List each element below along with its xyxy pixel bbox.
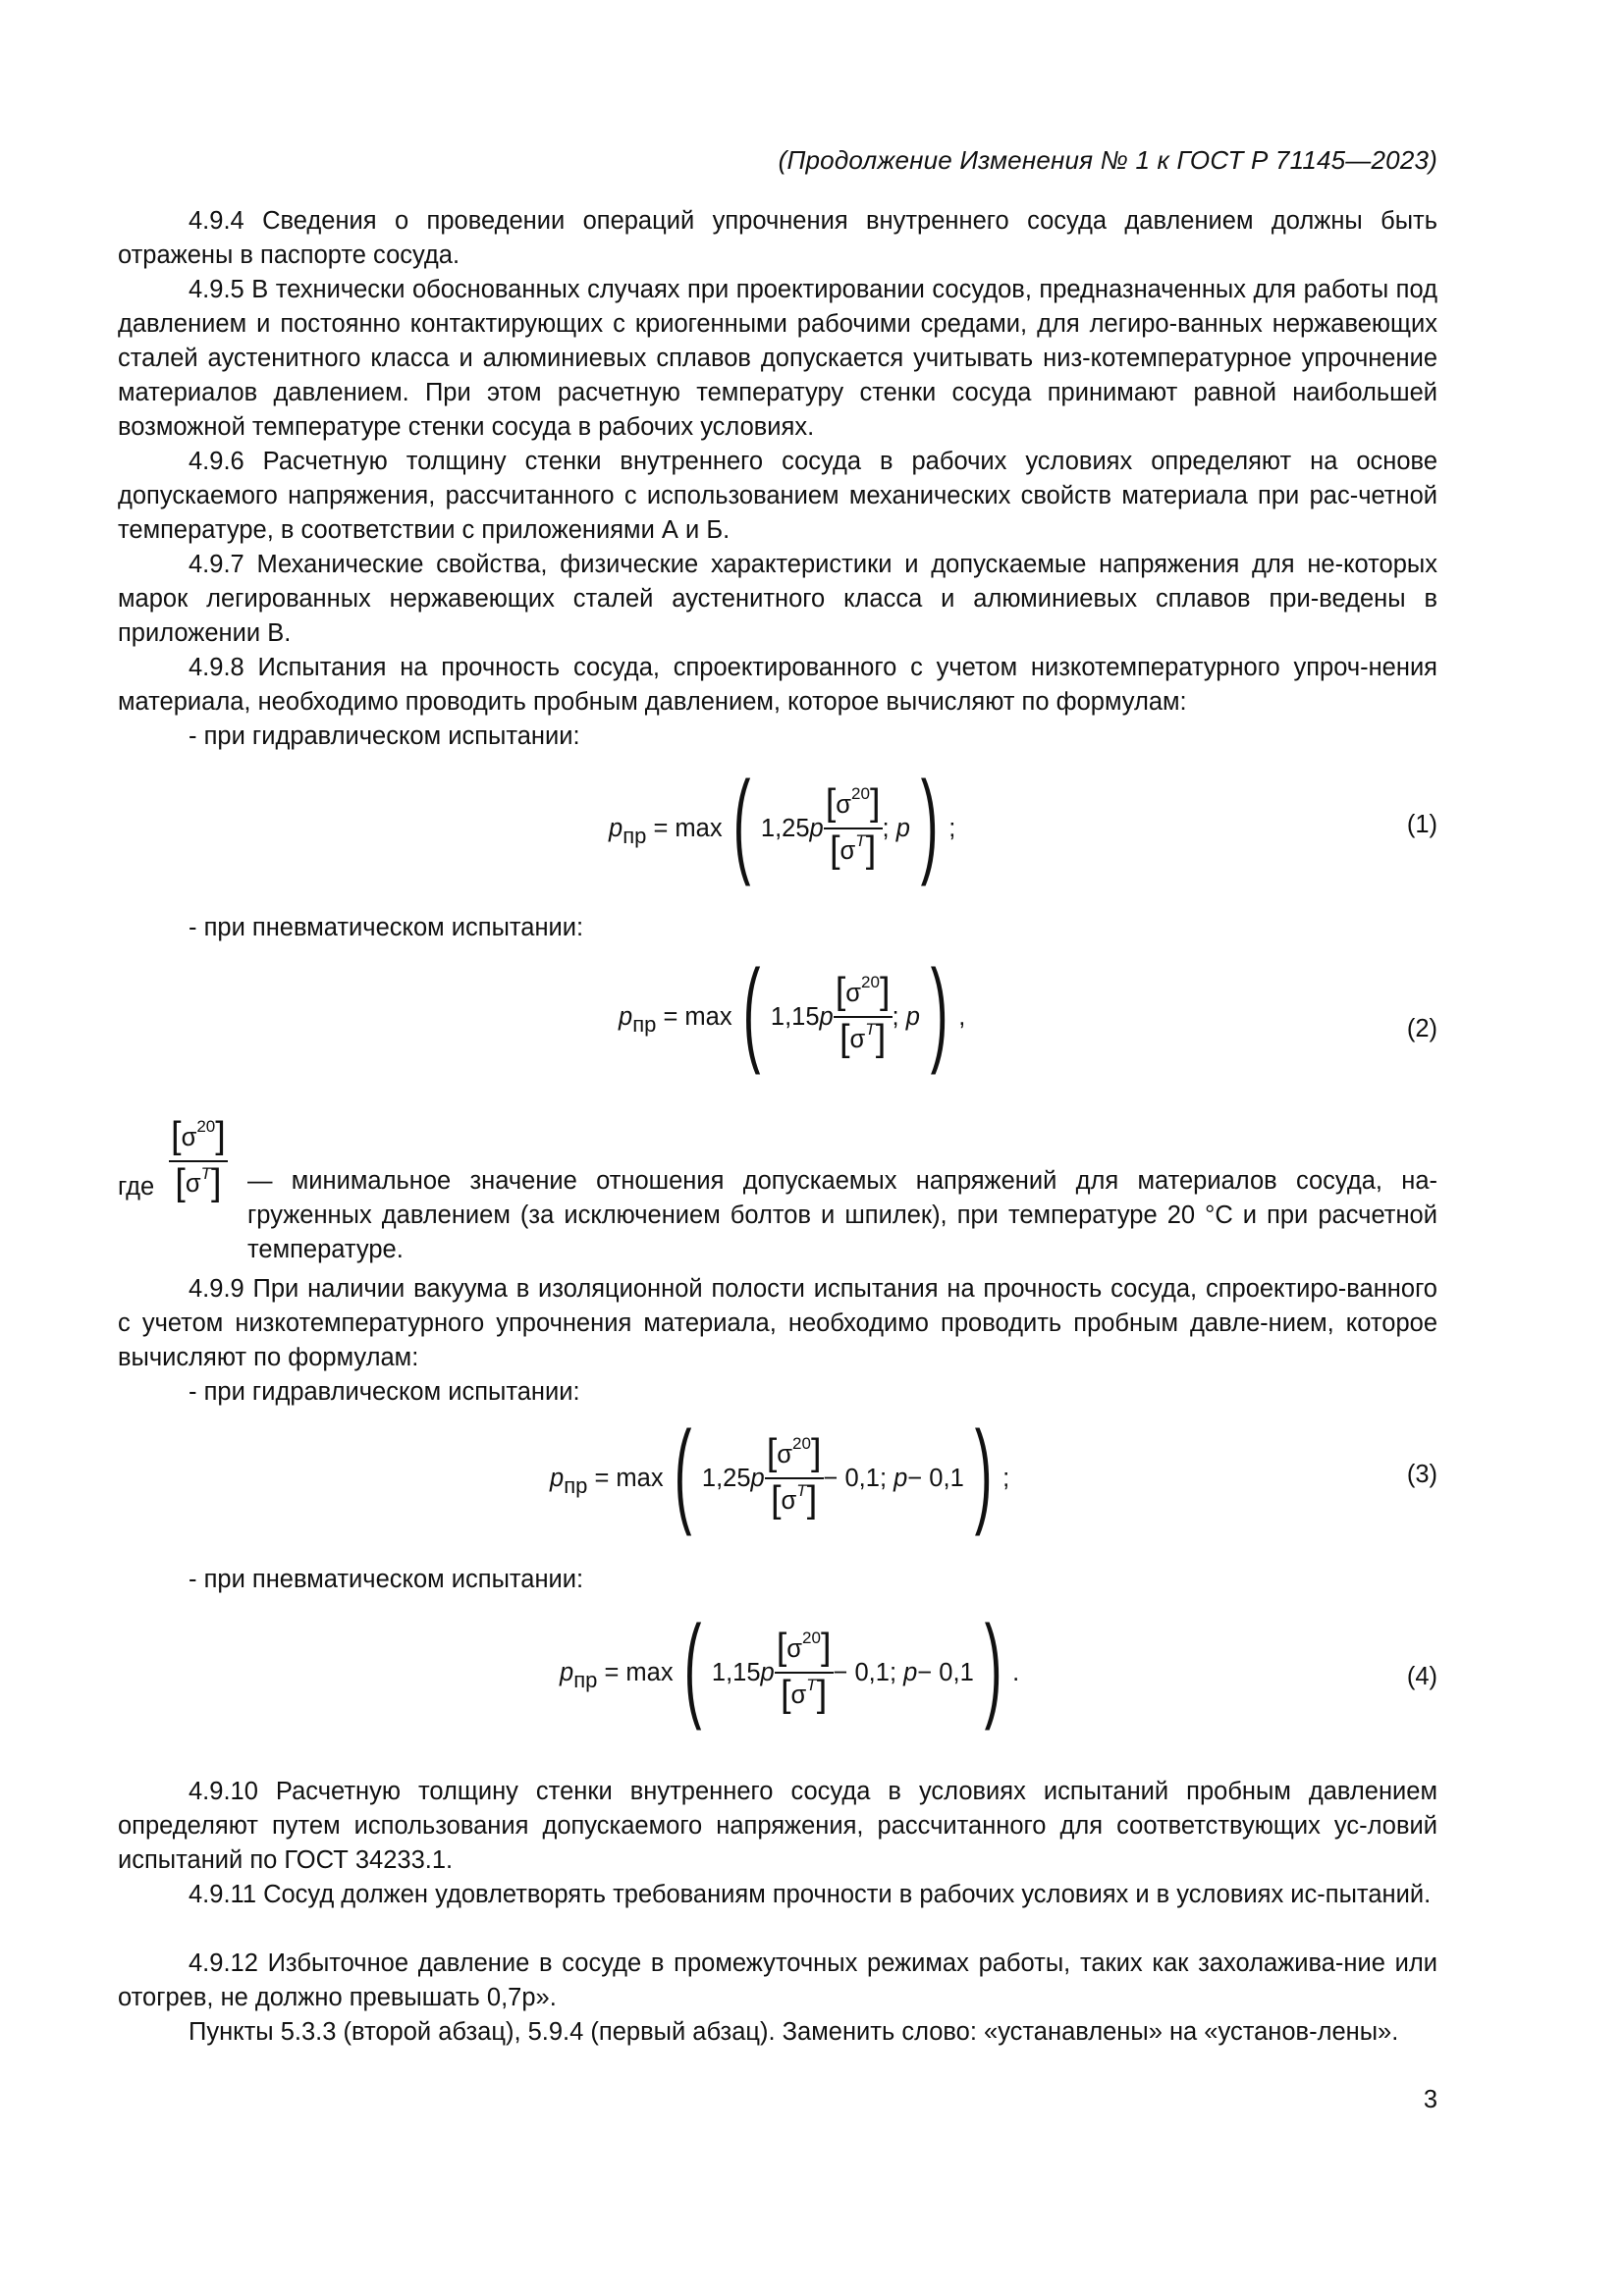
formula-p: p — [893, 1464, 908, 1492]
formula-lhs: pпр — [619, 1002, 657, 1037]
paragraph-4-9-5: 4.9.5 В технически обоснованных случаях при проектировании сосудов, предназначенных для работы под давлением и постоянно контактирующих с криогенными рабочими средами, для легиро-ванных нержавеющих сталей аустенитного класса и алюминиевых сплавов допускается учитывать низ-котемпературное упрочнение материалов давлением. При этом расчетную температуру стенки сосуда принимают равной наибольшей возможной температуре стенки сосуда в рабочих условиях. — [118, 276, 1437, 441]
where-clause — [118, 1115, 1437, 1263]
sup-20: 20 — [851, 784, 870, 804]
sup-t: T — [806, 1675, 817, 1694]
formula-separator: ; — [882, 814, 890, 842]
formula-coefficient: 1,25 — [701, 1464, 751, 1492]
formula-coefficient: 1,15 — [711, 1658, 761, 1686]
sigma-symbol: σ — [849, 1026, 866, 1054]
formula-minus: − 0,1 — [917, 1658, 974, 1686]
document-page — [118, 0, 1437, 2296]
formula-max: = max — [594, 1464, 664, 1492]
sup-t: T — [200, 1163, 211, 1183]
sigma-symbol: σ — [836, 790, 852, 819]
formula-p: p — [819, 1002, 834, 1031]
paragraph-4-9-12: 4.9.12 Избыточное давление в сосуде в промежуточных режимах работы, таких как захолажива-ние или отогрев, не должно превышать 0,7р». — [118, 1949, 1437, 2011]
formula-lhs: pпр — [560, 1658, 598, 1692]
sup-20: 20 — [861, 973, 880, 992]
formula-coefficient: 1,25 — [760, 814, 810, 842]
formula-2 — [118, 946, 1437, 1076]
pneumatic-test-label-2: - при пневматическом испытании: — [189, 1566, 584, 1593]
hydraulic-test-label-1: - при гидравлическом испытании: — [189, 722, 580, 750]
formula-3 — [118, 1408, 1437, 1537]
paragraph-4-9-8: 4.9.8 Испытания на прочность сосуда, спроектированного с учетом низкотемпературного упроч-нения материала, необходимо проводить пробным давлением, которое вычисляют по формулам: — [118, 654, 1437, 716]
stress-ratio-fraction: [ σ 20 ] [ σ T ] — [766, 1432, 822, 1521]
sigma-symbol: σ — [786, 1634, 803, 1663]
formula-minus: − 0,1 — [907, 1464, 964, 1492]
left-paren: ( — [674, 1408, 692, 1537]
formula-number-2: (2) — [1406, 1015, 1437, 1042]
paragraph-4-9-11: 4.9.11 Сосуд должен удовлетворять требованиям прочности в рабочих условиях и в условиях ис-пытаний. — [189, 1881, 1432, 1908]
right-paren: ) — [930, 946, 948, 1076]
pneumatic-test-label-1: - при пневматическом испытании: — [189, 914, 584, 941]
paragraph-4-9-7: 4.9.7 Механические свойства, физические характеристики и допускаемые напряжения для не-которых марок легированных нержавеющих сталей аустенитного класса и алюминиевых сплавов при-ведены в приложении В. — [118, 551, 1437, 647]
formula-end: ; — [948, 814, 956, 842]
paragraph-4-9-4: 4.9.4 Сведения о проведении операций упрочнения внутреннего сосуда давлением должны быть отражены в паспорте сосуда. — [118, 207, 1437, 269]
stress-ratio-fraction: [ σ 20 ] [ σ T ] — [776, 1627, 832, 1715]
formula-separator: ; — [892, 1002, 899, 1031]
right-paren: ) — [920, 758, 939, 887]
sigma-symbol: σ — [845, 979, 862, 1007]
paragraph-4-9-6: 4.9.6 Расчетную толщину стенки внутреннего сосуда в рабочих условиях определяют на основе допускаемого напряжения, рассчитанного с использованием механических свойств материала при рас-четной температуре, в соответствии с приложениями А и Б. — [118, 448, 1437, 544]
formula-end: , — [958, 1002, 966, 1031]
formula-coefficient: 1,15 — [770, 1002, 820, 1031]
sup-20: 20 — [792, 1434, 811, 1454]
sigma-symbol: σ — [790, 1682, 807, 1710]
formula-p: p — [903, 1658, 918, 1686]
formula-p: p — [750, 1464, 765, 1492]
paragraph-4-9-9: 4.9.9 При наличии вакуума в изоляционной полости испытания на прочность сосуда, спроектиро-ванного с учетом низкотемпературного упрочнения материала, необходимо проводить пробным давле-нием, которое вычисляют по формулам: — [118, 1275, 1437, 1371]
formula-p: p — [895, 814, 910, 842]
formula-max: = max — [663, 1002, 732, 1031]
formula-end: ; — [1002, 1464, 1010, 1492]
page-number: 3 — [1423, 2086, 1437, 2113]
formula-number-1: (1) — [1406, 811, 1437, 838]
sigma-symbol: σ — [185, 1170, 201, 1199]
where-prefix: где — [118, 1173, 155, 1201]
formula-number-4: (4) — [1406, 1663, 1437, 1690]
formula-number-3: (3) — [1406, 1461, 1437, 1488]
left-paren: ( — [732, 758, 751, 887]
right-paren: ) — [984, 1602, 1002, 1732]
left-paren: ( — [742, 946, 761, 1076]
sup-20: 20 — [802, 1629, 821, 1648]
sigma-symbol: σ — [777, 1440, 793, 1468]
formula-separator: ; — [889, 1658, 897, 1686]
formula-p: p — [905, 1002, 920, 1031]
formula-p: p — [760, 1658, 775, 1686]
formula-lhs: pпр — [550, 1464, 588, 1498]
document-header: (Продолжение Изменения № 1 к ГОСТ Р 71145—2023) — [778, 145, 1437, 175]
right-paren: ) — [974, 1408, 993, 1537]
paragraph-amendment: Пункты 5.3.3 (второй абзац), 5.9.4 (первый абзац). Заменить слово: «устанавлены» на «установ-лены». — [189, 2018, 1399, 2046]
formula-lhs: pпр — [609, 814, 647, 848]
formula-1 — [118, 758, 1437, 887]
formula-p: p — [809, 814, 824, 842]
sigma-symbol: σ — [781, 1487, 797, 1516]
formula-end: . — [1012, 1658, 1020, 1686]
sup-20: 20 — [196, 1117, 216, 1136]
sup-t: T — [865, 1019, 876, 1039]
formula-separator: ; — [879, 1464, 888, 1492]
sigma-symbol: σ — [181, 1123, 197, 1151]
formula-4 — [118, 1602, 1437, 1732]
where-description: — минимальное значение отношения допускаемых напряжений для материалов сосуда, на-груженных давлением (за исключением болтов и шпилек), при температуре 20 °С и при расчетной температуре. — [247, 1167, 1437, 1263]
stress-ratio-fraction: [ σ 20 ] [ σ T ] — [835, 971, 891, 1059]
formula-max: = max — [604, 1658, 674, 1686]
sigma-symbol: σ — [839, 837, 856, 866]
left-paren: ( — [683, 1602, 702, 1732]
hydraulic-test-label-2: - при гидравлическом испытании: — [189, 1378, 580, 1406]
sup-t: T — [796, 1480, 807, 1500]
formula-minus: − 0,1 — [823, 1464, 880, 1492]
stress-ratio-fraction: [ σ 20 ] [ σ T ] — [825, 782, 881, 871]
paragraph-4-9-10: 4.9.10 Расчетную толщину стенки внутреннего сосуда в условиях испытаний пробным давлением определяют путем использования допускаемого напряжения, рассчитанного для соответствующих ус-ловий испытаний по ГОСТ 34233.1. — [118, 1778, 1437, 1874]
sup-t: T — [855, 830, 866, 850]
formula-max: = max — [653, 814, 723, 842]
where-stress-ratio: [ σ 20 ] [ σ T ] — [171, 1115, 226, 1203]
formula-minus: − 0,1 — [833, 1658, 890, 1686]
